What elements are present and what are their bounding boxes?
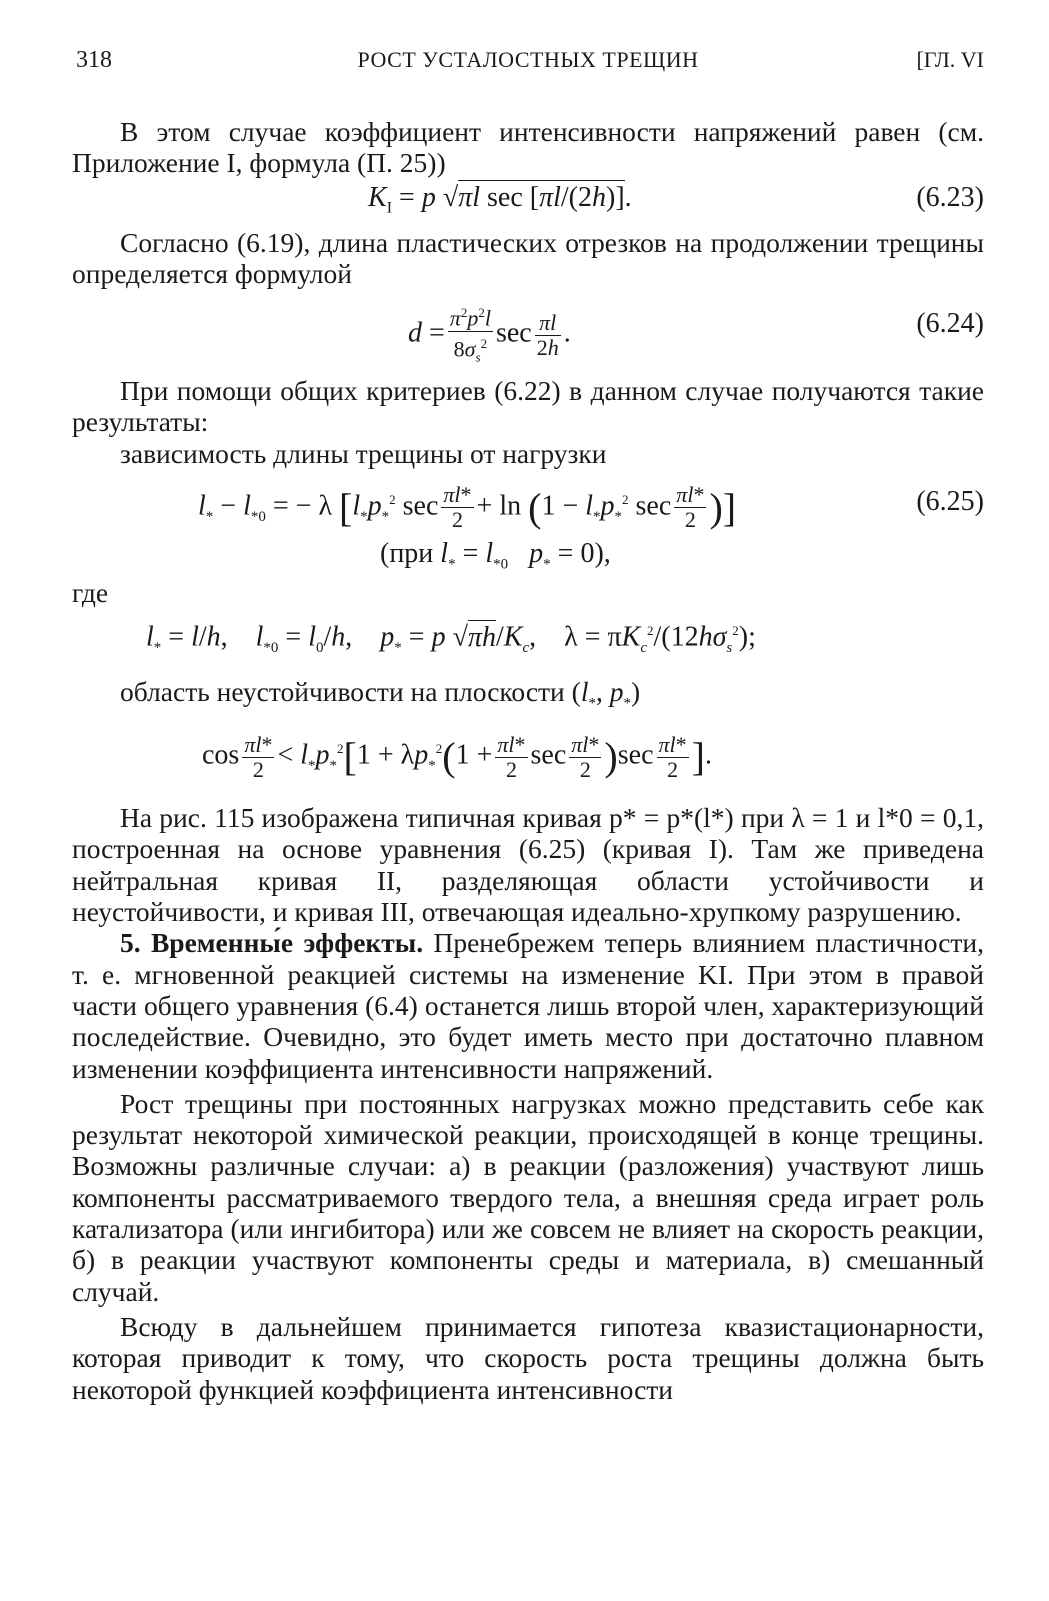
paragraph-7: [72, 927, 984, 1083]
paragraph-5: область неустойчивости на плоскости ($l_*$, $p_*$): [120, 676, 641, 712]
section-heading: 5. Временны́е эффекты.: [120, 927, 424, 959]
paragraph-3: При помощи общих критериев (6.22) в данном случае получаются такие результаты:: [72, 375, 984, 438]
instability-inequality: [72, 720, 984, 786]
paragraph-2: Согласно (6.19), длина пластических отрезков на продолжении трещины определяется формулой: [72, 226, 984, 289]
equation-6-25-condition: [72, 537, 984, 577]
definitions-equation-body: $l_* = l/h$, $l_{*0} = l_0/h$, $p_* = p$ $√\pi h/K_c$, $\lambda = \pi K_c^2/(12h\sigma_s^2)$;: [146, 621, 756, 657]
paragraph-9: Всюду в дальнейшем принимается гипотеза квазистационарности, которая приводит к тому, что скорость роста трещины должна быть некоторой функцией коэффициента интенсивности: [72, 1310, 984, 1405]
paragraph-1: В этом случае коэффициент интенсивности напряжений равен (см. Приложение I, формула (П. 25)): [72, 116, 984, 179]
paragraph-4: зависимость длины трещины от нагрузки: [120, 437, 607, 469]
equation-6-25: [72, 469, 984, 537]
paragraph-6: На рис. 115 изображена типичная кривая p* = p*(l*) при λ = 1 и l*0 = 0,1, построенная на основе уравнения (6.25) (кривая I). Там же приведена нейтральная кривая II, разделяющая области устойчивости и неустойчивости, и кривая III, отвечающая идеально-хрупкому разрушению.: [72, 802, 984, 928]
definitions-equation: [72, 608, 984, 660]
equation-6-23-number: (6.23): [916, 181, 984, 213]
paragraph-5-text: область неустойчивости на плоскости: [120, 676, 565, 708]
where-word: где: [72, 577, 109, 609]
equation-6-24-number: (6.24): [916, 308, 984, 340]
equation-6-23-body: $K_I = p$ √πl sec [πl/(2h)].: [368, 181, 632, 217]
equation-6-24-body: d = $\frac{\pi^2p^2l}{8\sigma_s^2}$ sec $\frac{\pi l}{2h}$ .: [408, 301, 571, 369]
equation-6-25-body: $l_* - l_{*0}$ = − λ [$l_*p_*^2$ sec $\frac{\pi l*}{2}$ + $\ln (1 - l_*p_*^2$ sec $\frac{\pi l*}{2}$ )]: [198, 482, 737, 533]
equation-6-23: [72, 179, 984, 217]
equation-6-25-condition-body: (при $l_* = l_{*0}$ $p_* = 0$),: [380, 538, 611, 573]
paragraph-8: Рост трещины при постоянных нагрузках можно представить себе как результат некоторой химической реакции, происходящей в конце трещины. Возможны различные случаи: а) в реакции (разложения) участвуют лишь компоненты рассматриваемого твердого тела, а внешняя среда играет роль катализатора (или ингибитора) или же совсем не влияет на скорость реакции, б) в реакции участвуют компоненты среды и материала, в) смешанный случай.: [72, 1087, 984, 1307]
equation-6-25-number: (6.25): [916, 486, 984, 518]
page-header: [72, 40, 984, 80]
chapter-label: [ГЛ. VI: [916, 47, 984, 72]
running-title: РОСТ УСТАЛОСТНЫХ ТРЕЩИН: [357, 47, 699, 72]
instability-inequality-body: cos $\frac{\pi l*}{2}$ < $l_*p_*^2[1 + \lambda p_*^2(1$ + $\frac{\pi l*}{2}$ sec $\frac{\pi l*}{2}$ )sec $\frac{\pi l*}{2}$ ].: [202, 731, 712, 782]
paragraph-7-text: Пренебрежем теперь влиянием пластичности, т. е. мгновенной реакцией системы на изменение KI. При этом в правой части общего уравнения (6.4) останется лишь второй член, характеризующий последействие. Очевидно, это будет иметь место при достаточно плавном изменении коэффициента интенсивности напряжений.: [72, 927, 985, 1084]
equation-6-24: [72, 289, 984, 365]
book-page: [72, 40, 984, 1405]
page-number: 318: [76, 47, 112, 73]
